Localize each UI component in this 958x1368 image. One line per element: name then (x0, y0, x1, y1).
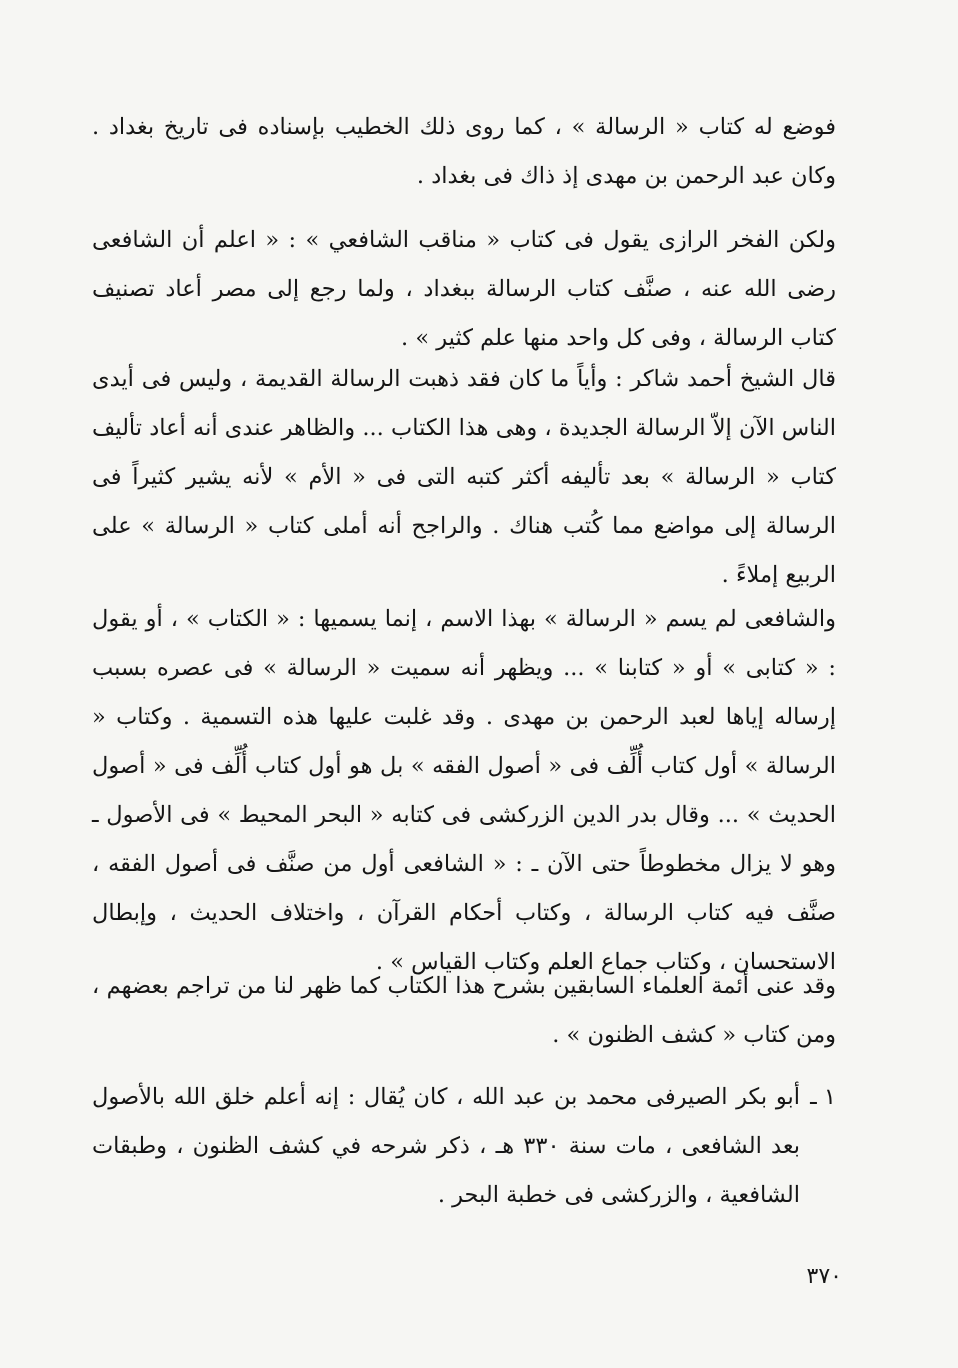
paragraph-text: ولكن الفخر الرازى يقول فى كتاب « مناقب الشافعي » : « اعلم أن الشافعى رضى الله عنه ، صنَّف كتاب الرسالة ببغداد ، ولما رجع إلى مصر أعاد تصنيف كتاب الرسالة ، وفى كل واحد منها علم كثير » . (92, 227, 836, 351)
paragraph-text: قال الشيخ أحمد شاكر : وأياً ما كان فقد ذهبت الرسالة القديمة ، وليس فى أيدى الناس الآن إلاّ الرسالة الجديدة ، وهى هذا الكتاب ... والظاهر عندى أنه أعاد تأليف كتاب « الرسالة » بعد تأليفه أكثر كتبه التى فى « الأم » لأنه يشير كثيراً فى الرسالة إلى مواضع مما كُتب هناك . والراجح أنه أملى كتاب « الرسالة » على الربيع إملاءً . (92, 366, 836, 588)
footnote-text: أبو بكر الصيرفى محمد بن عبد الله ، كان يُقال : إنه أعلم خلق الله بالأصول بعد الشافعى ، مات سنة ٣٣٠ هـ ، ذكر شرحه في كشف الظنون ، وطبقات الشافعية ، والزركشى فى خطبة البحر . (92, 1084, 800, 1208)
paragraph-1 (92, 103, 836, 201)
paragraph-text: وقد عنى أئمة العلماء السابقين بشرح هذا الكتاب كما ظهر لنا من تراجم بعضهم ، ومن كتاب « كشف الظنون » . (92, 973, 836, 1048)
paragraph-text: والشافعى لم يسم « الرسالة » بهذا الاسم ، إنما يسميها : « الكتاب » ، أو يقول : « كتابى » أو « كتابنا » ... ويظهر أنه سميت « الرسالة » فى عصره بسبب إرساله إياها لعبد الرحمن بن مهدى . وقد غلبت عليها هذه التسمية . وكتاب « الرسالة » أول كتاب أُلِّف فى « أصول الفقه » بل هو أول كتاب أُلِّف فى « أصول الحديث » ... وقال بدر الدين الزركشى فى كتابه « البحر المحيط » فى الأصول ـ وهو لا يزال مخطوطاً حتى الآن ـ : « الشافعى أول من صنَّف فى أصول الفقه ، صنَّف فيه كتاب الرسالة ، وكتاب أحكام القرآن ، واختلاف الحديث ، وإبطال الاستحسان ، وكتاب جماع العلم وكتاب القياس » . (92, 606, 836, 975)
paragraph-4 (92, 595, 836, 987)
paragraph-5 (92, 962, 836, 1060)
paragraph-3 (92, 355, 836, 600)
page-number: ٣٧٠ (806, 1264, 842, 1289)
footnote (92, 1073, 836, 1220)
footnote-number: ١ ـ (810, 1084, 836, 1110)
paragraph-2 (92, 216, 836, 363)
paragraph-text: فوضع له كتاب « الرسالة » ، كما روى ذلك الخطيب بإسناده فى تاريخ بغداد . وكان عبد الرحمن بن مهدى إذ ذاك فى بغداد . (92, 114, 836, 189)
